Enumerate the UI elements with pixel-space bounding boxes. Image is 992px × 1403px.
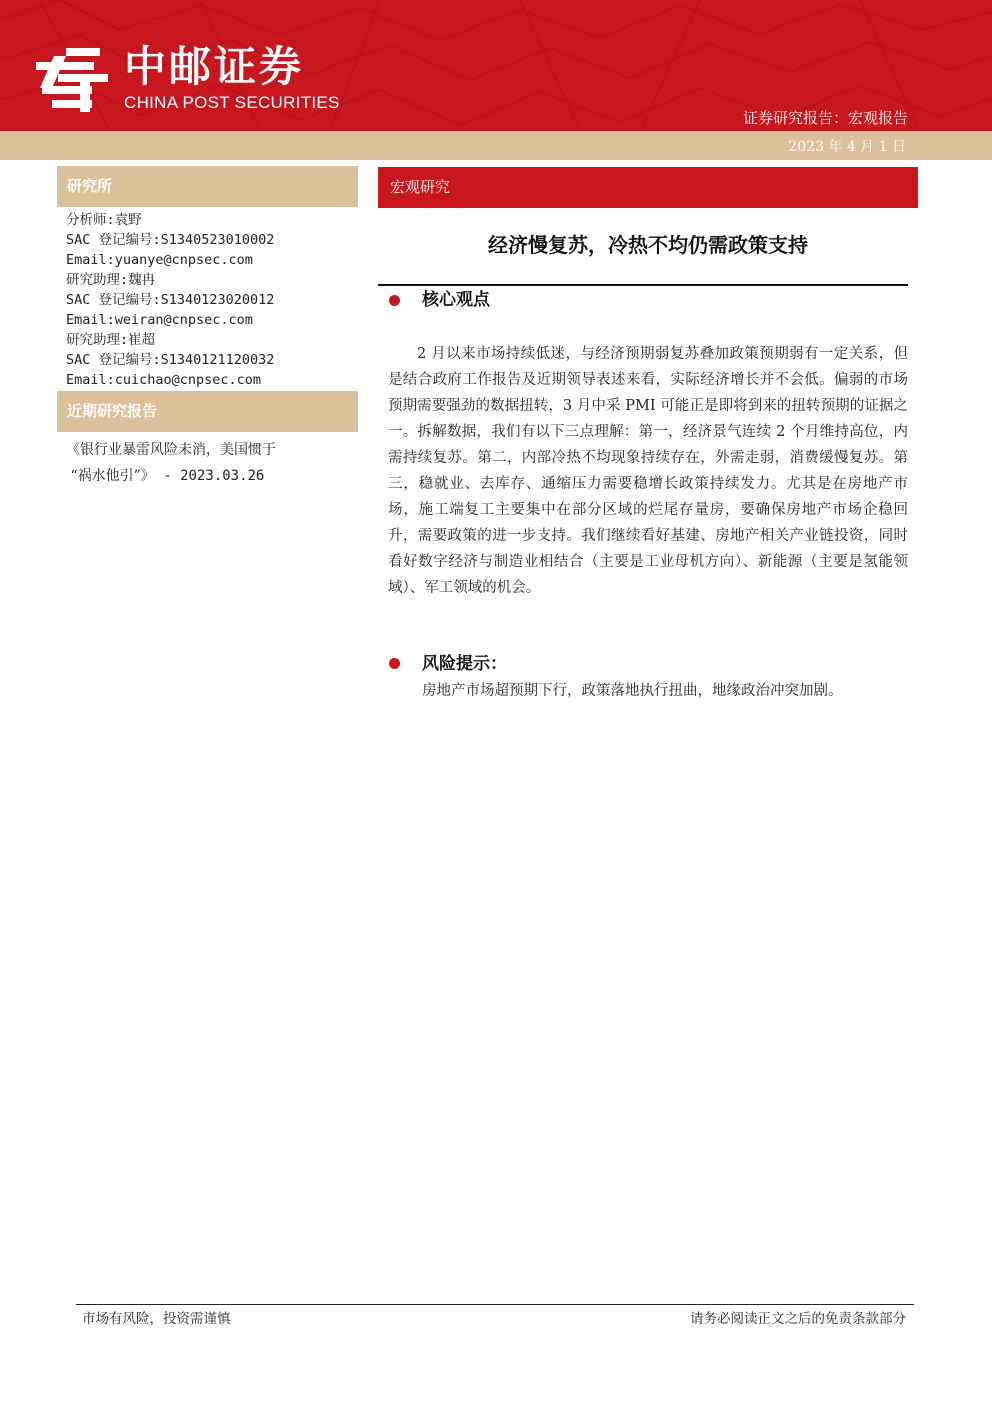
core-view-paragraph: 2 月以来市场持续低迷，与经济预期弱复苏叠加政策预期弱有一定关系，但是结合政府工作报告及近期领导表述来看，实际经济增长并不会低。偏弱的市场预期需要强劲的数据扭转，3 月中采 PMI 可能正是即将到来的扭转预期的证据之一。拆解数据，我们有以下三点理解：第一，经济景气连续 2 个月维持高位，内需持续复苏。第二，内部冷热不均现象持续存在，外需走弱，消费缓慢复苏。第三，稳就业、去库存、通缩压力需要稳增长政策持续发力。尤其是在房地产市场，施工端复工主要集中在部分区域的烂尾存量房，要确保房地产市场企稳回升，需要政策的进一步支持。我们继续看好基建、房地产相关产业链投资，同时看好数字经济与制造业相结合（主要是工业母机方向）、新能源（主要是氢能领域）、军工领域的机会。 (388, 346, 908, 596)
recent-report-title: 《银行业暴雷风险未消，美国惯于 (66, 442, 276, 458)
analyst-email[interactable]: Email:yuanye@cnpsec.com (66, 252, 253, 268)
bullet-icon (389, 658, 400, 669)
analyst-list (66, 210, 274, 390)
brand-name-cn: 中邮证券 (124, 42, 305, 91)
recent-report-title-cont: “祸水他引”》 (70, 468, 155, 484)
recent-report-item[interactable] (66, 437, 351, 489)
recent-report-date: - 2023.03.26 (154, 468, 265, 484)
core-view-heading: 核心观点 (422, 290, 490, 310)
title-divider (378, 284, 908, 286)
analyst-line: 研究助理:崔超 (66, 332, 156, 348)
footer-divider (76, 1304, 914, 1305)
risk-paragraph: 房地产市场超预期下行，政策落地执行扭曲，地缘政治冲突加剧。 (422, 683, 843, 699)
institute-heading: 研究所 (57, 166, 358, 207)
document-title: 经济慢复苏，冷热不均仍需政策支持 (488, 233, 808, 257)
analyst-email[interactable]: Email:weiran@cnpsec.com (66, 312, 253, 328)
recent-reports-heading: 近期研究报告 (57, 391, 358, 432)
analyst-line: SAC 登记编号:S1340121120032 (66, 352, 275, 368)
brand-name-en: CHINA POST SECURITIES (124, 93, 340, 112)
analyst-line: 研究助理:魏冉 (66, 272, 156, 288)
report-date: 2023 年 4 月 1 日 (788, 139, 906, 155)
footer-disclaimer-note: 请务必阅读正文之后的免责条款部分 (690, 1311, 906, 1327)
analyst-line: 分析师:袁野 (66, 212, 142, 228)
section-label: 宏观研究 (378, 167, 918, 208)
china-post-logo-icon (32, 44, 114, 116)
header-banner (0, 0, 992, 131)
recent-report-line2 (66, 463, 351, 489)
analyst-line: SAC 登记编号:S1340523010002 (66, 232, 275, 248)
footer-risk-note: 市场有风险，投资需谨慎 (82, 1311, 231, 1327)
bullet-icon (389, 295, 400, 306)
analyst-line: SAC 登记编号:S1340123020012 (66, 292, 275, 308)
risk-heading: 风险提示： (422, 654, 507, 674)
analyst-email[interactable]: Email:cuichao@cnpsec.com (66, 372, 262, 388)
report-type: 证券研究报告：宏观报告 (742, 109, 908, 127)
